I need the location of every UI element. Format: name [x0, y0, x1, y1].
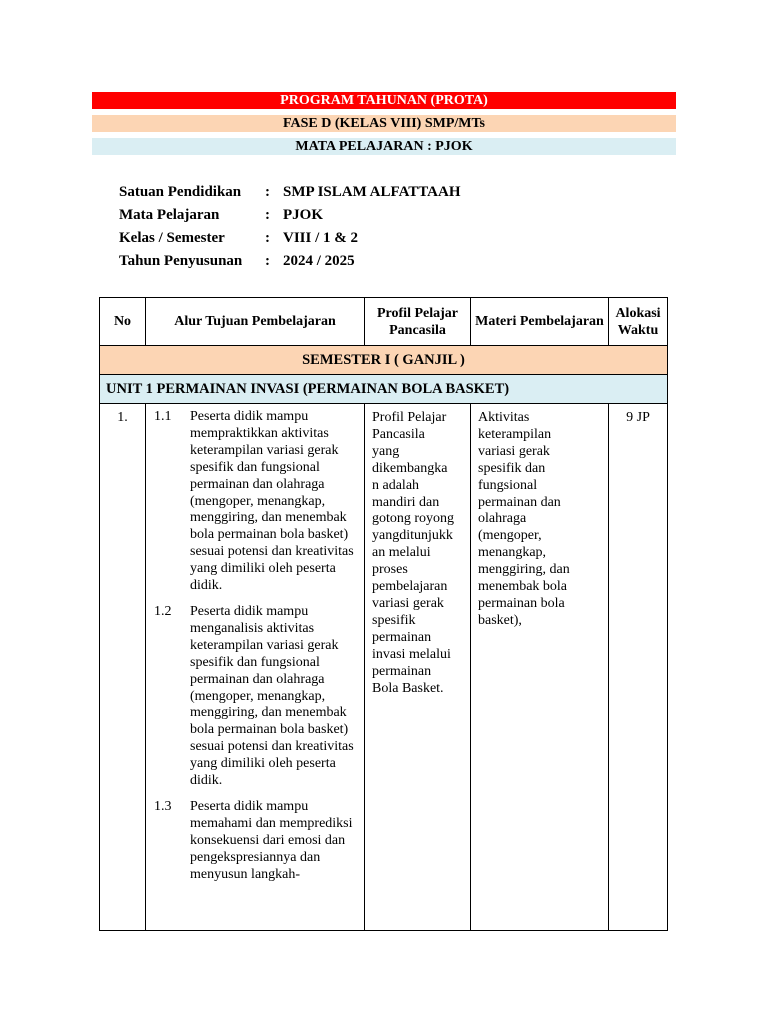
- objective-item: [146, 599, 364, 794]
- header-alokasi: Alokasi Waktu: [609, 298, 668, 346]
- materi-line: olahraga: [478, 511, 527, 527]
- profil-line: yangditunjukk: [372, 528, 453, 544]
- profil-line: Pancasila: [372, 426, 425, 442]
- profil-line: gotong royong: [372, 511, 455, 527]
- materi-line: menembak bola: [478, 579, 568, 595]
- objective-text: Peserta didik mampu menganalisis aktivitas keterampilan variasi gerak spesifik dan fungsional permainan dan olahraga (mengoper, menangkap, menggiring, dan menembak bola permainan bola basket) sesuai potensi dan kreativitas yang dimiliki oleh peserta didik.: [190, 603, 354, 789]
- profil-line: permainan: [372, 663, 432, 679]
- materi-text: [471, 404, 608, 630]
- profil-line: spesifik: [372, 612, 416, 628]
- info-separator: :: [265, 230, 270, 246]
- profil-line: an melalui: [372, 545, 431, 561]
- materi-line: Aktivitas: [478, 410, 530, 425]
- info-separator: :: [265, 184, 270, 200]
- objective-number: 1.2: [154, 603, 172, 619]
- header-alur: Alur Tujuan Pembelajaran: [146, 298, 365, 346]
- semester-row: SEMESTER I ( GANJIL ): [100, 346, 668, 375]
- profil-line: Bola Basket.: [372, 680, 444, 696]
- header-no: No: [100, 298, 146, 346]
- info-label: Satuan Pendidikan: [119, 184, 242, 200]
- header-profil: Profil Pelajar Pancasila: [365, 298, 471, 346]
- materi-cell: [471, 404, 609, 931]
- info-row-class: [119, 227, 461, 250]
- info-value: VIII / 1 & 2: [283, 230, 359, 246]
- info-separator: :: [265, 207, 270, 223]
- objective-text: Peserta didik mampu mempraktikkan aktivitas keterampilan variasi gerak spesifik dan fungsional permainan dan olahraga (mengoper, menangkap, menggiring, dan menembak bola permainan bola basket) sesuai potensi dan kreativitas yang dimiliki oleh peserta didik.: [190, 409, 354, 594]
- materi-line: menggiring, dan: [478, 562, 570, 578]
- objective-item: [146, 794, 364, 888]
- profil-line: permainan: [372, 629, 432, 645]
- materi-line: spesifik dan: [478, 460, 546, 476]
- materi-line: menangkap,: [478, 545, 547, 561]
- document-title-band: PROGRAM TAHUNAN (PROTA): [92, 92, 676, 109]
- info-value: SMP ISLAM ALFATTAAH: [283, 184, 461, 200]
- info-row-year: [119, 250, 461, 273]
- info-label: Kelas / Semester: [119, 230, 225, 246]
- materi-line: permainan dan: [478, 494, 561, 510]
- profil-line: proses: [372, 562, 408, 578]
- profil-line: yang: [372, 443, 400, 459]
- profil-line: Profil Pelajar: [372, 410, 447, 425]
- header-materi: Materi Pembelajaran: [471, 298, 609, 346]
- info-value: PJOK: [283, 207, 323, 223]
- profil-line: mandiri dan: [372, 494, 440, 510]
- profil-line: variasi gerak: [372, 595, 444, 611]
- profil-line: dikembangka: [372, 460, 448, 476]
- table-row: [100, 404, 668, 931]
- objective-number: 1.3: [154, 798, 172, 814]
- profil-line: n adalah: [372, 477, 420, 493]
- profil-cell: [365, 404, 471, 931]
- info-row-subject: [119, 204, 461, 227]
- materi-line: basket),: [478, 612, 522, 628]
- profil-line: invasi melalui: [372, 646, 451, 662]
- unit-row: UNIT 1 PERMAINAN INVASI (PERMAINAN BOLA BASKET): [100, 375, 668, 404]
- identity-block: [119, 181, 461, 273]
- materi-line: variasi gerak: [478, 443, 550, 459]
- prota-table: [99, 297, 668, 931]
- row-number: 1.: [100, 404, 146, 931]
- phase-band: FASE D (KELAS VIII) SMP/MTs: [92, 115, 676, 132]
- materi-line: (mengoper,: [478, 528, 542, 544]
- objective-item: [146, 404, 364, 599]
- table-header-row: [100, 298, 668, 346]
- profil-text: [365, 404, 470, 697]
- objective-text: Peserta didik mampu memahami dan memprediksi konsekuensi dari emosi dan pengekspresiannya dan menyusun langkah-: [190, 798, 353, 882]
- materi-line: keterampilan: [478, 426, 552, 442]
- info-row-school: [119, 181, 461, 204]
- info-value: 2024 / 2025: [283, 253, 355, 269]
- subject-band: MATA PELAJARAN : PJOK: [92, 138, 676, 155]
- info-label: Tahun Penyusunan: [119, 253, 243, 269]
- info-separator: :: [265, 253, 270, 269]
- objectives-cell: [146, 404, 365, 931]
- info-label: Mata Pelajaran: [119, 207, 220, 223]
- materi-line: fungsional: [478, 477, 538, 493]
- materi-line: permainan bola: [478, 595, 565, 611]
- objective-number: 1.1: [154, 409, 172, 424]
- alokasi-value: 9 JP: [609, 404, 668, 931]
- profil-line: pembelajaran: [372, 579, 448, 595]
